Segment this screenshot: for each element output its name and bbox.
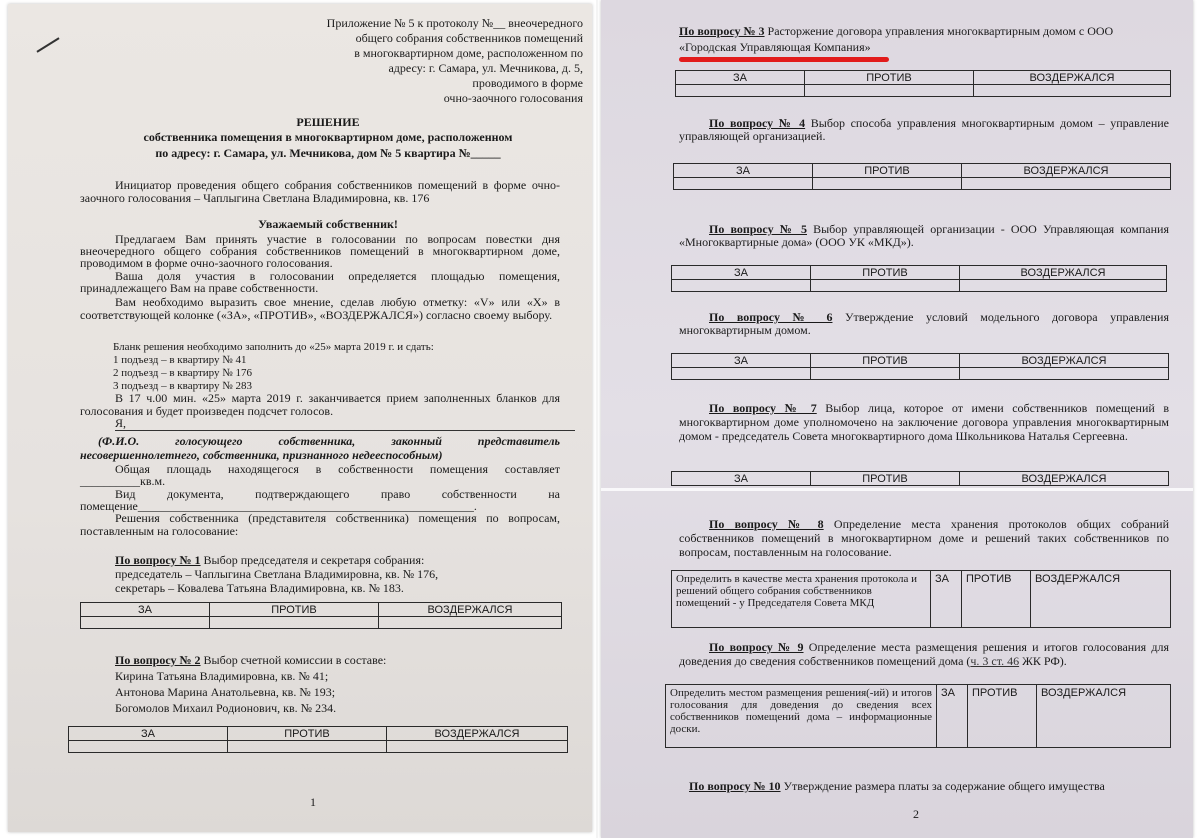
- question-3-company: «Городская Управляющая Компания»: [679, 40, 871, 54]
- decisions-intro: Решения собственника (представителя собственника) помещения по вопросам, поставленным на голосование:: [80, 511, 560, 538]
- vote-for-cell[interactable]: ЗА: [931, 571, 962, 628]
- deadline-text: Бланк решения необходимо заполнить до «25» марта 2019 г. и сдать:: [113, 341, 434, 353]
- photo-seam: [601, 488, 1193, 491]
- question-3-heading: По вопросу № 3: [679, 24, 765, 38]
- question-7-text: Выбор лица, которое от имени собственников помещений в многоквартирном доме уполномочено на заключение договора управления многоквартирным домом - председатель Совета многоквартирного дома Школьникова Наталья Сергеевна.: [679, 401, 1169, 443]
- vote-abstain-header: ВОЗДЕРЖАЛСЯ: [962, 164, 1171, 178]
- question-2-line: Богомолов Михаил Родионович, кв. № 234.: [115, 701, 337, 715]
- question-7-block: [679, 401, 1169, 443]
- page-1: [8, 4, 592, 832]
- name-line: [115, 417, 575, 431]
- question-6-heading: По вопросу № 6: [709, 310, 833, 324]
- question-10-block: [689, 780, 1179, 793]
- vote-abstain-cell[interactable]: ВОЗДЕРЖАЛСЯ: [1037, 685, 1171, 748]
- closing-text: В 17 ч.00 мин. «25» марта 2019 г. заканчивается прием заполненных бланков для голосования и будет произведен подсчет голосов.: [80, 391, 560, 418]
- header-line: адресу: г. Самара, ул. Мечникова, д. 5,: [388, 61, 583, 75]
- question-1-text: Выбор председателя и секретаря собрания:: [200, 553, 425, 567]
- vote-against-cell[interactable]: [811, 368, 960, 380]
- greeting: Уважаемый собственник!: [258, 217, 398, 231]
- question-1-line: секретарь – Ковалева Татьяна Владимировна, кв. № 183.: [115, 581, 404, 595]
- vote-abstain-header: ВОЗДЕРЖАЛСЯ: [387, 727, 568, 741]
- vote-table-q3: [675, 70, 1171, 97]
- question-1-heading: По вопросу № 1: [115, 553, 201, 567]
- decision-text-q8: Определить в качестве места хранения протокола и решений общего собрания собственников помещений - у Председателя Совета МКД: [672, 571, 931, 628]
- document-subtitle-address: по адресу: г. Самара, ул. Мечникова, дом № 5 квартира №_____: [155, 146, 501, 160]
- question-4-text: Выбор способа управления многоквартирным домом – управление управляющей организацией.: [679, 116, 1170, 143]
- vote-for-header: ЗА: [672, 472, 811, 486]
- entrance-line: 3 подъезд – в квартиру № 283: [113, 380, 252, 392]
- question-2-block: [115, 652, 555, 716]
- vote-abstain-cell[interactable]: [974, 85, 1171, 97]
- ya-label: Я,: [115, 416, 127, 430]
- vote-abstain-cell[interactable]: [962, 178, 1171, 190]
- vote-against-cell[interactable]: ПРОТИВ: [968, 685, 1037, 748]
- vote-abstain-cell[interactable]: [960, 368, 1169, 380]
- question-9-block: [679, 640, 1169, 668]
- vote-for-header: ЗА: [672, 266, 811, 280]
- question-5-heading: По вопросу № 5: [709, 222, 807, 236]
- vote-table-q1: [80, 602, 562, 629]
- vote-for-cell[interactable]: [81, 617, 210, 629]
- vote-against-cell[interactable]: [210, 617, 379, 629]
- vote-abstain-cell[interactable]: [379, 617, 562, 629]
- question-3-block: [679, 23, 1179, 55]
- header-block: [298, 16, 583, 106]
- vote-for-cell[interactable]: [676, 85, 805, 97]
- question-4-block: [679, 117, 1169, 143]
- vote-abstain-cell[interactable]: ВОЗДЕРЖАЛСЯ: [1031, 571, 1171, 628]
- question-1-line: председатель – Чаплыгина Светлана Владимировна, кв. № 176,: [115, 567, 439, 581]
- vote-for-header: ЗА: [674, 164, 813, 178]
- area-value: __________кв.м.: [80, 474, 166, 488]
- vote-against-cell[interactable]: [228, 741, 387, 753]
- page-divider: [596, 0, 598, 838]
- vote-table-q2: [68, 726, 568, 753]
- question-6-text: Утверждение условий модельного договора управления многоквартирным домом.: [679, 310, 1170, 337]
- vote-against-cell[interactable]: [805, 85, 974, 97]
- pen-mark: [36, 37, 59, 52]
- vote-for-cell[interactable]: ЗА: [937, 685, 968, 748]
- vote-for-header: ЗА: [676, 71, 805, 85]
- fio-caption-2: несовершеннолетнего, собственника, признанного недееспособным): [80, 448, 443, 462]
- page-2: [601, 0, 1193, 838]
- question-5-block: [679, 223, 1169, 249]
- question-8-text: Определение места хранения протоколов общих собраний собственников помещений в многоквартирном доме и решений таких собственников по вопросам, поставленным на голосование.: [679, 517, 1170, 559]
- entrance-line: 2 подъезд – в квартиру № 176: [113, 367, 252, 379]
- vote-against-cell[interactable]: [813, 178, 962, 190]
- decision-table-q9: [665, 684, 1171, 748]
- question-8-heading: По вопросу № 8: [709, 517, 824, 531]
- page-number: 2: [913, 807, 919, 821]
- header-line: Приложение № 5 к протоколу №__ внеочередного: [326, 16, 583, 30]
- vote-table-q4: [673, 163, 1171, 190]
- document-title: РЕШЕНИЕ: [296, 115, 360, 129]
- question-3-text: Расторжение договора управления многоквартирным домом с ООО: [764, 24, 1114, 38]
- paragraph-invite: Предлагаем Вам принять участие в голосовании по вопросам повестки дня внеочередного общего собрания собственников помещений в многоквартирном доме, проводимом в форме очно-заочного голосования.: [80, 232, 560, 270]
- question-2-line: Антонова Марина Анатольевна, кв. № 193;: [115, 685, 336, 699]
- paragraph-instructions: Вам необходимо выразить свое мнение, сделав любую отметку: «V» или «Х» в соответствующей колонке («ЗА», «ПРОТИВ», «ВОЗДЕРЖАЛСЯ») согласно своему выбору.: [80, 295, 560, 322]
- area-line: Общая площадь находящегося в собственности помещения составляет: [115, 462, 560, 476]
- fio-caption-1: (Ф.И.О. голосующего собственника, законный представитель: [98, 434, 560, 448]
- header-line: очно-заочного голосования: [443, 91, 583, 105]
- question-9-text: Определение места размещения решения и итогов голосования для доведения до сведения собственников помещений дома (: [679, 640, 1169, 668]
- question-10-heading: По вопросу № 10: [689, 779, 781, 793]
- vote-table-q7: [671, 471, 1169, 486]
- vote-for-cell[interactable]: [672, 280, 811, 292]
- vote-abstain-header: ВОЗДЕРЖАЛСЯ: [960, 266, 1167, 280]
- question-2-text: Выбор счетной комиссии в составе:: [200, 653, 387, 667]
- vote-table-q5: [671, 265, 1167, 292]
- vote-against-header: ПРОТИВ: [813, 164, 962, 178]
- vote-for-cell[interactable]: [674, 178, 813, 190]
- vote-abstain-header: ВОЗДЕРЖАЛСЯ: [960, 472, 1169, 486]
- vote-against-header: ПРОТИВ: [811, 354, 960, 368]
- question-4-heading: По вопросу № 4: [709, 116, 806, 130]
- vote-for-cell[interactable]: [672, 368, 811, 380]
- deadline-block: [113, 341, 434, 393]
- vote-against-header: ПРОТИВ: [228, 727, 387, 741]
- initiator-text: Инициатор проведения общего собрания собственников помещений в форме очно-заочного голосования – Чаплыгина Светлана Владимировна, кв. 176: [80, 178, 560, 205]
- vote-abstain-header: ВОЗДЕРЖАЛСЯ: [974, 71, 1171, 85]
- question-7-heading: По вопросу № 7: [709, 401, 817, 415]
- red-highlight-underline: [679, 57, 889, 62]
- vote-for-header: ЗА: [69, 727, 228, 741]
- paragraph-share: Ваша доля участия в голосовании определяется площадью помещения, принадлежащего Вам на праве собственности.: [80, 269, 560, 295]
- decision-table-q8: [671, 570, 1171, 628]
- vote-against-header: ПРОТИВ: [210, 603, 379, 617]
- vote-for-header: ЗА: [672, 354, 811, 368]
- vote-abstain-header: ВОЗДЕРЖАЛСЯ: [960, 354, 1169, 368]
- document-subtitle: собственника помещения в многоквартирном доме, расположенном: [143, 130, 513, 144]
- page-number: 1: [310, 795, 316, 809]
- vote-table-q6: [671, 353, 1169, 380]
- header-line: в многоквартирном доме, расположенном по: [354, 46, 583, 60]
- question-10-text: Утверждение размера платы за содержание общего имущества: [780, 779, 1105, 793]
- question-2-heading: По вопросу № 2: [115, 653, 201, 667]
- vote-against-header: ПРОТИВ: [811, 472, 960, 486]
- header-line: проводимого в форме: [472, 76, 583, 90]
- vote-against-header: ПРОТИВ: [805, 71, 974, 85]
- vote-for-cell[interactable]: [69, 741, 228, 753]
- document-type-line: Вид документа, подтверждающего право собственности на: [115, 487, 560, 501]
- decision-text-q9: Определить местом размещения решения(-ий) и итогов голосования для доведения до сведения всех собственников помещений дома – информационные доски.: [666, 685, 937, 748]
- vote-against-cell[interactable]: ПРОТИВ: [962, 571, 1031, 628]
- question-8-block: [679, 517, 1169, 559]
- question-5-text: Выбор управляющей организации - ООО Управляющая компания «Многоквартирные дома» (ООО УК «МКД»).: [679, 222, 1169, 249]
- vote-for-header: ЗА: [81, 603, 210, 617]
- question-9-tail: ЖК РФ).: [1019, 654, 1067, 668]
- question-9-heading: По вопросу № 9: [709, 640, 804, 654]
- vote-abstain-cell[interactable]: [960, 280, 1167, 292]
- header-line: общего собрания собственников помещений: [355, 31, 583, 45]
- entrance-line: 1 подъезд – в квартиру № 41: [113, 354, 247, 366]
- document-type-value: помещение________________________________________________________.: [80, 499, 477, 513]
- vote-abstain-cell[interactable]: [387, 741, 568, 753]
- question-6-block: [679, 311, 1169, 337]
- question-1-block: [115, 553, 555, 595]
- vote-against-header: ПРОТИВ: [811, 266, 960, 280]
- law-reference-link[interactable]: ч. 3 ст. 46: [970, 654, 1020, 668]
- question-2-line: Кирина Татьяна Владимировна, кв. № 41;: [115, 669, 329, 683]
- vote-abstain-header: ВОЗДЕРЖАЛСЯ: [379, 603, 562, 617]
- vote-against-cell[interactable]: [811, 280, 960, 292]
